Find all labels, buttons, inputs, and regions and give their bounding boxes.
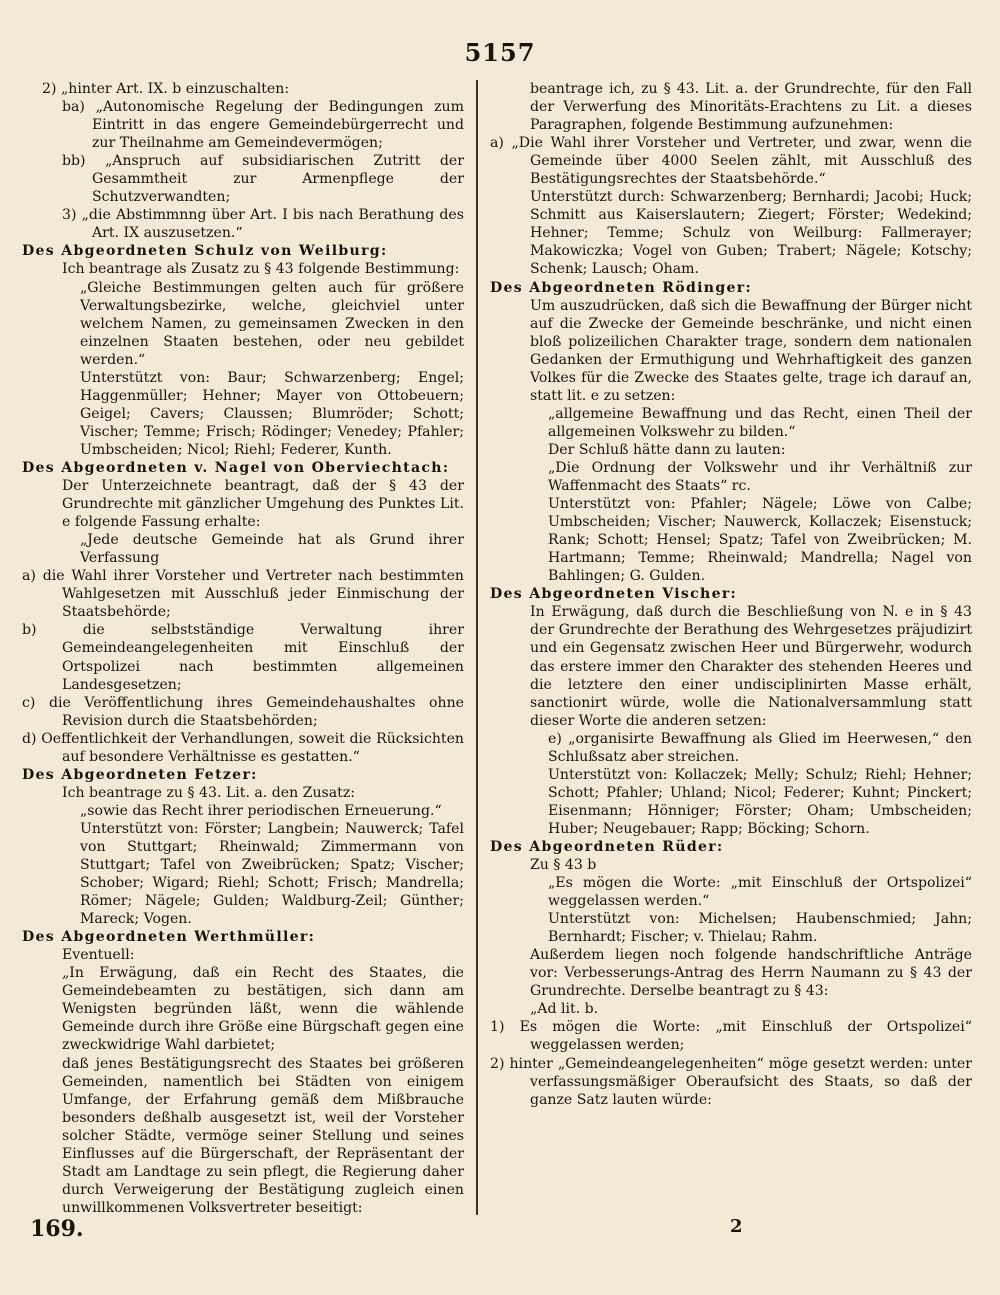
paragraph: c) die Veröffentlichung ihres Gemeindehaushaltes ohne Revision durch die Staatsbehörden; — [22, 694, 464, 729]
paragraph: „Gleiche Bestimmungen gelten auch für größere Verwaltungsbezirke, welche, gleichviel unter welchem Namen, zu gemeinsamen Zwecken in den einzelnen Staaten bestehen, oder neu gebildet werden.“ — [80, 279, 464, 368]
left-column — [22, 80, 464, 1217]
column-rule — [476, 80, 478, 1215]
paragraph: Außerdem liegen noch folgende handschriftliche Anträge vor: Verbesserungs-Antrag des Herrn Naumann zu § 43 der Grundrechte. Derselbe beantragt zu § 43: — [530, 947, 972, 1000]
paragraph: Ich beantrage als Zusatz zu § 43 folgende Bestimmung: — [62, 261, 460, 278]
catchword: 2 — [730, 1216, 743, 1237]
paragraph: „allgemeine Bewaffnung und das Recht, einen Theil der allgemeinen Volkswehr zu bilden.“ — [548, 405, 972, 440]
paragraph: Zu § 43 b — [530, 857, 597, 874]
paragraph: Unterstützt von: Kollaczek; Melly; Schulz; Riehl; Hehner; Schott; Pfahler; Uhland; Nicol; Federer; Kuhnt; Pinckert; Eisenmann; Hönniger; Förster; Oham; Umbscheiden; Huber; Neugebauer; Rapp; Böcking; Schorn. — [548, 766, 972, 837]
paragraph: Unterstützt von: Förster; Langbein; Nauwerck; Tafel von Stuttgart; Rheinwald; Zimmermann von Stuttgart; Tafel von Zweibrücken; Spatz; Vischer; Schober; Wigard; Riehl; Schott; Frisch; Mandrella; Römer; Nägele; Gulden; Waldburg-Zeil; Günther; Mareck; Vogen. — [80, 820, 464, 928]
page-number: 5157 — [464, 38, 536, 67]
paragraph: 2) „hinter Art. IX. b einzuschalten: — [42, 81, 290, 97]
paragraph: Der Schluß hätte dann zu lauten: — [548, 441, 786, 458]
paragraph: Ich beantrage zu § 43. Lit. a. den Zusatz: — [62, 784, 356, 801]
paragraph: „Jede deutsche Gemeinde hat als Grund ihrer Verfassung — [80, 532, 464, 567]
speaker-heading: Des Abgeordneten Vischer: — [490, 586, 738, 603]
paragraph: Eventuell: — [62, 947, 135, 964]
paragraph: Um auszudrücken, daß sich die Bewaffnung der Bürger nicht auf die Zwecke der Gemeinde beschränke, und nicht einen bloß polizeilichen Charakter trage, sondern dem nationalen Gedanken der Ermuthigung und Wehrhaftigkeit des ganzen Volkes für die Zwecke des Staates gelte, trage ich darauf an, statt lit. e zu setzen: — [530, 297, 972, 404]
paragraph: „Die Ordnung der Volkswehr und ihr Verhältniß zur Waffenmacht des Staats“ rc. — [548, 459, 972, 495]
paragraph: ba) „Autonomische Regelung der Bedingungen zum Eintritt in das engere Gemeindebürgerrecht und zur Theilnahme am Gemeindevermögen; — [62, 99, 464, 152]
paragraph: „sowie das Recht ihrer periodischen Erneuerung.“ — [80, 802, 442, 819]
paragraph: Unterstützt durch: Schwarzenberg; Bernhardi; Jacobi; Huck; Schmitt aus Kaiserslautern; Ziegert; Förster; Wedekind; Hehner; Temme; Schulz von Weilburg: Fallmerayer; Makowiczka; Vogel von Guben; Trabert; Nägele; Kotschy; Schenk; Lausch; Oham. — [530, 189, 972, 278]
paragraph: bb) „Anspruch auf subsidiarischen Zutritt der Gesammtheit zur Armenpflege der Schutzverwandten; — [62, 153, 464, 206]
paragraph: 3) „die Abstimmnng über Art. I bis nach Berathung des Art. IX auszusetzen.“ — [62, 207, 464, 242]
paragraph: Unterstützt von: Michelsen; Haubenschmied; Jahn; Bernhardt; Fischer; v. Thielau; Rahm. — [548, 911, 972, 946]
paragraph: „In Erwägung, daß ein Recht des Staates, die Gemeindebeamten zu bestätigen, sich dann am Wenigsten begründen läßt, wenn die wählende Gemeinde durch ihre Größe eine Bürgschaft gegen eine zweckwidrige Wahl darbietet; — [62, 965, 464, 1054]
speaker-heading: Des Abgeordneten Werthmüller: — [22, 929, 316, 946]
paragraph: 2) hinter „Gemeindeangelegenheiten“ möge gesetzt werden: unter verfassungsmäßiger Oberaufsicht des Staats, so daß der ganze Satz lauten würde: — [490, 1055, 972, 1108]
paragraph: „Es mögen die Worte: „mit Einschluß der Ortspolizei“ weggelassen werden.“ — [548, 875, 972, 910]
paragraph: a) die Wahl ihrer Vorsteher und Vertreter nach bestimmten Wahlgesetzen mit Ausschluß jeder Einmischung der Staatsbehörde; — [22, 568, 464, 621]
paragraph: 1) Es mögen die Worte: „mit Einschluß der Ortspolizei“ weggelassen werden; — [490, 1019, 972, 1054]
paragraph: beantrage ich, zu § 43. Lit. a. der Grundrechte, für den Fall der Verwerfung des Minoritäts-Erachtens zu Lit. a dieses Paragraphen, folgende Bestimmung aufzunehmen: — [530, 81, 972, 134]
paragraph: e) „organisirte Bewaffnung als Glied im Heerwesen,“ den Schlußsatz aber streichen. — [548, 730, 972, 765]
paragraph: b) die selbstständige Verwaltung ihrer Gemeindeangelegenheiten mit Einschluß der Ortspolizei nach bestimmten allgemeinen Landesgesetzen; — [22, 622, 464, 693]
speaker-heading: Des Abgeordneten Fetzer: — [22, 766, 258, 783]
signature-mark: 169. — [30, 1216, 84, 1242]
paragraph: daß jenes Bestätigungsrecht des Staates bei größeren Gemeinden, namentlich bei Städten von einigem Umfange, der Erfahrung gemäß dem Mißbrauche besonders deßhalb ausgesetzt ist, weil der Vorsteher solcher Städte, vermöge seiner Stellung und seines Einflusses auf die Bürgerschaft, der Repräsentant der Stadt am Landtage zu sein pflegt, die Regierung daher durch Verweigerung der Bestätigung zugleich einen unwillkommenen Volksvertreter beseitigt: — [62, 1055, 464, 1216]
paragraph: Unterstützt von: Pfahler; Nägele; Löwe von Calbe; Umbscheiden; Vischer; Nauwerck, Kollaczek; Eisenstuck; Rank; Schott; Hensel; Spatz; Tafel von Zweibrücken; M. Hartmann; Temme; Rheinwald; Mandrella; Nagel von Bahlingen; G. Gulden. — [548, 496, 972, 585]
paragraph: In Erwägung, daß durch die Beschließung von N. e in § 43 der Grundrechte der Berathung des Wehrgesetzes präjudizirt und ein Gegensatz zwischen Heer und Bürgerwehr, wodurch das erstere immer den Charakter des stehenden Heeres und die letztere den einer undisciplinirten Masse erhält, sanctionirt würde, wolle die Nationalversammlung statt dieser Worte die anderen setzen: — [530, 604, 972, 729]
paragraph: Der Unterzeichnete beantragt, daß der § 43 der Grundrechte mit gänzlicher Umgehung des Punktes Lit. e folgende Fassung erhalte: — [62, 478, 464, 531]
paragraph: d) Oeffentlichkeit der Verhandlungen, soweit die Rücksichten auf besondere Verhältnisse es gestatten.“ — [22, 730, 464, 765]
speaker-heading: Des Abgeordneten Schulz von Weilburg: — [22, 243, 388, 260]
speaker-heading: Des Abgeordneten v. Nagel von Oberviechtach: — [22, 459, 450, 476]
paragraph: a) „Die Wahl ihrer Vorsteher und Vertreter, und zwar, wenn die Gemeinde über 4000 Seelen zählt, mit Ausschluß des Bestätigungsrechtes der Staatsbehörde.“ — [490, 135, 972, 188]
paragraph: Unterstützt von: Baur; Schwarzenberg; Engel; Haggenmüller; Hehner; Mayer von Ottobeuern; Geigel; Cavers; Claussen; Blumröder; Schott; Vischer; Temme; Frisch; Rödinger; Venedey; Pfahler; Umbscheiden; Nicol; Riehl; Federer, Kunth. — [80, 369, 464, 458]
speaker-heading: Des Abgeordneten Rödinger: — [490, 279, 752, 296]
speaker-heading: Des Abgeordneten Rüder: — [490, 838, 724, 855]
paragraph: „Ad lit. b. — [530, 1001, 599, 1018]
right-column — [490, 80, 972, 1109]
